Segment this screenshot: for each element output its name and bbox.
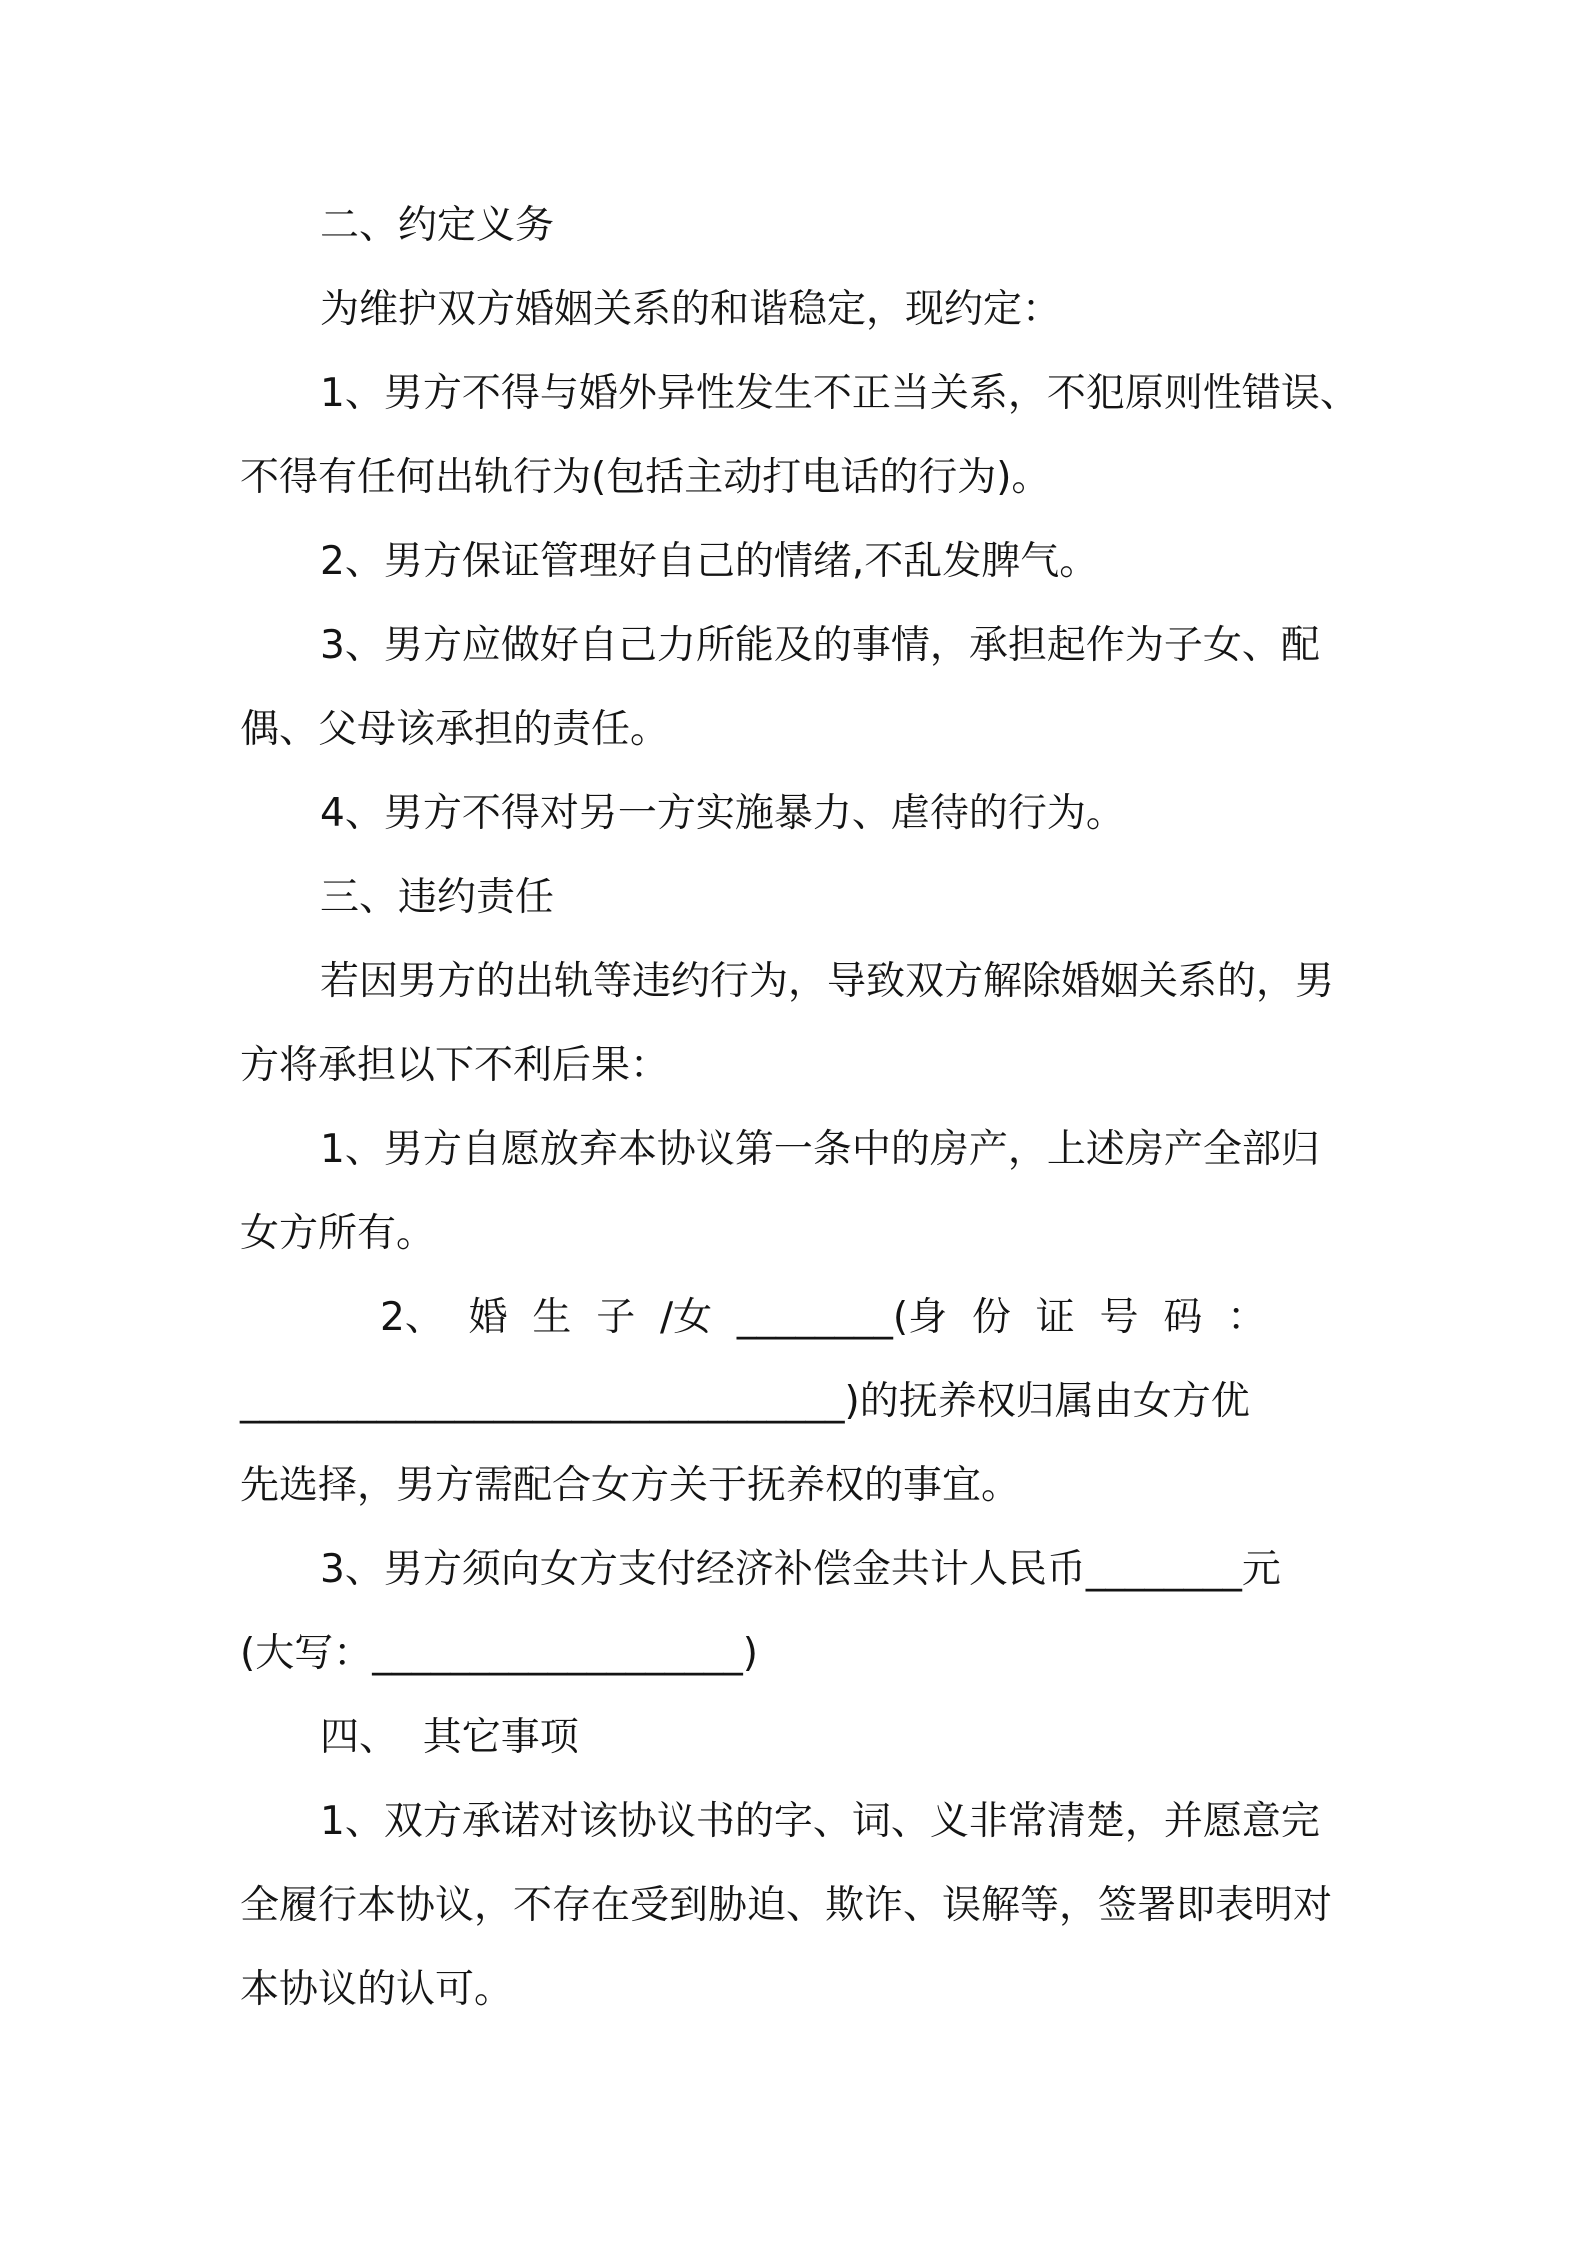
- paragraph: 1、男方自愿放弃本协议第一条中的房产，上述房产全部归: [320, 1127, 1320, 1172]
- paragraph: 3、男方应做好自己力所能及的事情，承担起作为子女、配: [320, 623, 1320, 668]
- paragraph: 偶、父母该承担的责任。: [240, 707, 670, 752]
- paragraph: 方将承担以下不利后果：: [240, 1043, 670, 1088]
- paragraph: 1、双方承诺对该协议书的字、词、义非常清楚，并愿意完: [320, 1799, 1320, 1844]
- paragraph: 全履行本协议，不存在受到胁迫、欺诈、误解等，签署即表明对: [240, 1883, 1333, 1928]
- paragraph: 女方所有。: [240, 1211, 436, 1256]
- section-heading-obligations: 二、约定义务: [320, 203, 555, 248]
- paragraph: 3、男方须向女方支付经济补偿金共计人民币________元: [320, 1547, 1281, 1592]
- paragraph: 不得有任何出轨行为(包括主动打电话的行为)。: [240, 455, 1051, 500]
- section-heading-other: 四、 其它事项: [320, 1715, 579, 1760]
- paragraph: 1、男方不得与婚外异性发生不正当关系，不犯原则性错误、: [320, 371, 1359, 416]
- paragraph: (大写：___________________): [240, 1631, 758, 1676]
- paragraph-spaced: 2、 婚 生 子 /女 ________(身 份 证 号 码 ：: [380, 1295, 1267, 1340]
- paragraph: 2、男方保证管理好自己的情绪,不乱发脾气。: [320, 539, 1099, 584]
- section-heading-liability: 三、违约责任: [320, 875, 555, 920]
- paragraph: 本协议的认可。: [240, 1967, 514, 2012]
- paragraph: 先选择，男方需配合女方关于抚养权的事宜。: [240, 1463, 1021, 1508]
- paragraph: _______________________________)的抚养权归属由女方优: [240, 1379, 1250, 1424]
- paragraph: 4、男方不得对另一方实施暴力、虐待的行为。: [320, 791, 1125, 836]
- paragraph: 为维护双方婚姻关系的和谐稳定，现约定：: [320, 287, 1062, 332]
- paragraph: 若因男方的出轨等违约行为，导致双方解除婚姻关系的，男: [320, 959, 1335, 1004]
